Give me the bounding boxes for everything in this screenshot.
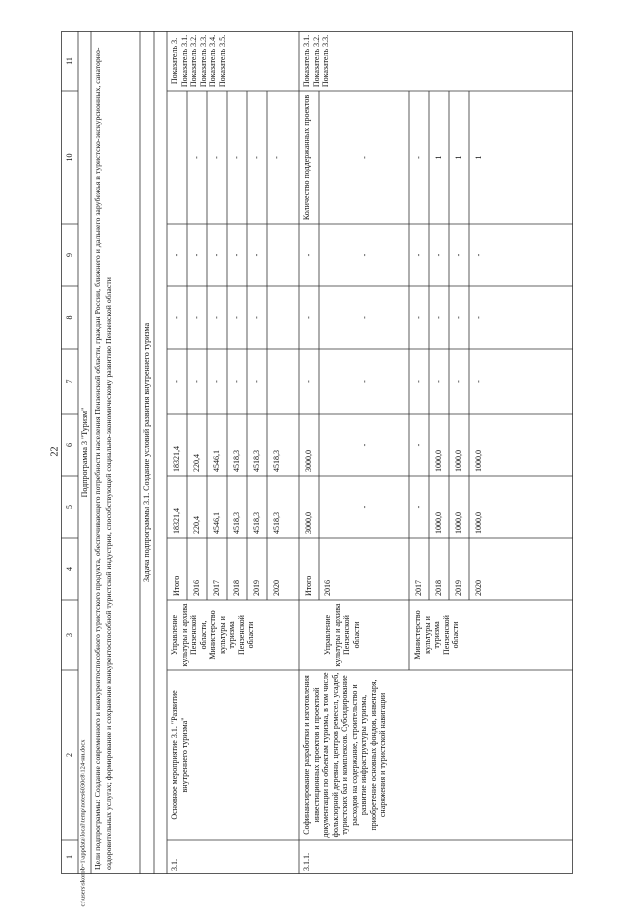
row-311-c7: - bbox=[360, 380, 369, 383]
row-31-indicators: Показатель 3. Показатель 3.1. Показатель 3.2. Показатель 3.3. Показатель 3.4. Показатель 3.5. bbox=[170, 34, 227, 88]
row-31-budget: 4518,3 bbox=[272, 450, 281, 472]
row-31-c10: - bbox=[232, 156, 241, 159]
row-311-total: 1000,0 bbox=[434, 512, 443, 534]
col-header-9: 9 bbox=[65, 253, 74, 257]
row-31-total: 4518,3 bbox=[232, 512, 241, 534]
col-header-11: 11 bbox=[65, 57, 74, 65]
row-311-c8: - bbox=[360, 316, 369, 319]
row-311-c9: - bbox=[360, 253, 369, 257]
col-header-7: 7 bbox=[65, 379, 74, 384]
col-header-10: 10 bbox=[65, 153, 74, 162]
row-311-c10: 1 bbox=[454, 155, 463, 160]
subprogram-title: Подпрограмма 3 "Туризм" bbox=[80, 407, 89, 498]
row-311-c8: - bbox=[304, 316, 313, 319]
col-header-6: 6 bbox=[65, 443, 74, 447]
row-31-executor: Управление культуры и архива Пензенской области, Министерство культуры и туризма Пензенской области bbox=[170, 603, 255, 667]
col-header-5: 5 bbox=[65, 505, 74, 509]
col-header-8: 8 bbox=[65, 315, 74, 320]
row-31-c9: - bbox=[252, 253, 261, 257]
row-31-year: 2019 bbox=[252, 580, 261, 596]
row-31-c7: - bbox=[192, 380, 201, 383]
row-31-year: 2016 bbox=[192, 580, 201, 596]
row-31-c9: - bbox=[192, 253, 201, 257]
col-header-1: 1 bbox=[65, 855, 74, 859]
row-311-c7: - bbox=[454, 380, 463, 383]
row-31-c10: - bbox=[272, 156, 281, 159]
row-31-c8: - bbox=[192, 316, 201, 319]
row-311-c10: 1 bbox=[434, 155, 443, 160]
row-31-year: 2017 bbox=[212, 580, 221, 596]
row-311-budget: 3000,0 bbox=[304, 450, 313, 472]
row-31-year: 2018 bbox=[232, 580, 241, 596]
row-31-budget: 18321,4 bbox=[172, 446, 181, 472]
row-311-year: 2017 bbox=[414, 580, 423, 596]
col-header-4: 4 bbox=[65, 567, 74, 571]
row-311-c7: - bbox=[414, 380, 423, 383]
row-311-total: - bbox=[414, 505, 423, 509]
row-31-c10: - bbox=[252, 156, 261, 159]
row-311-c10: 1 bbox=[474, 155, 483, 160]
rotated-table bbox=[61, 31, 573, 874]
row-311-c9: - bbox=[474, 253, 483, 257]
row-31-number: 3.1. bbox=[170, 859, 179, 871]
row-311-year: 2016 bbox=[323, 580, 332, 596]
page-number: 22 bbox=[49, 446, 61, 457]
subprogram-task: Задача подпрограммы 3.1. Создание условий развития внутреннего туризма bbox=[142, 322, 151, 583]
row-311-budget: 1000,0 bbox=[434, 450, 443, 472]
row-31-total: 4518,3 bbox=[272, 512, 281, 534]
row-31-c9: - bbox=[232, 253, 241, 257]
row-311-c8: - bbox=[434, 316, 443, 319]
row-311-c10: - bbox=[360, 156, 369, 159]
row-31-year: 2020 bbox=[272, 580, 281, 596]
row-311-c9: - bbox=[454, 253, 463, 257]
row-31-c10: - bbox=[212, 156, 221, 159]
row-311-c9: - bbox=[434, 253, 443, 257]
row-311-c8: - bbox=[454, 316, 463, 319]
row-31-budget: 4518,3 bbox=[252, 450, 261, 472]
row-311-c8: - bbox=[474, 316, 483, 319]
row-31-budget: 4518,3 bbox=[232, 450, 241, 472]
row-31-c7: - bbox=[252, 380, 261, 383]
row-311-c10: - bbox=[414, 156, 423, 159]
row-31-c7: - bbox=[232, 380, 241, 383]
subprogram-goal: Цели подпрограммы: Создание современного и конкурентоспособного туристского продукта, обеспечивающего потребности населения Пензенской области, граждан России, ближнего и дальнего зарубежья в туристско-экскурсионных, санаторно-оздоровительных услугах; формирование и сохранение конкурентоспособной туристской индустрии, способствующей социально-экономическому развитию Пензенской области bbox=[93, 47, 113, 870]
row-311-c10-label: Количество поддержанных проектов bbox=[302, 94, 311, 221]
row-31-name: Основное мероприятие 3.1. "Развитие внутреннего туризма" bbox=[170, 690, 189, 820]
col-header-2: 2 bbox=[65, 753, 74, 757]
row-311-name: Софинансирование разработки и изготовления инвестиционных проектов и проектной документации по объектам туризма, в том числе фольклорной деревни, центров ремесел, усадеб, туристских баз и комплексов. Субсидирование расходов на содержание, строительство и развитие инфраструктуры туризма, приобретение основных фондов, инвентаря, снаряжения и туристской навигации bbox=[302, 672, 387, 838]
row-311-total: - bbox=[360, 505, 369, 509]
row-311-executor-2: Министерство культуры и туризма Пензенской области bbox=[413, 610, 460, 660]
row-311-year: 2020 bbox=[474, 580, 483, 596]
row-311-budget: - bbox=[414, 443, 423, 447]
row-311-year: 2018 bbox=[434, 580, 443, 596]
row-31-c7: - bbox=[172, 380, 181, 383]
row-311-c7: - bbox=[434, 380, 443, 383]
footer-file-path: c:\users\skorob~1\appdata\local\temp\notes6030c8\124-ни.docx bbox=[79, 739, 87, 907]
row-31-c10: - bbox=[192, 156, 201, 159]
row-311-year: 2019 bbox=[454, 580, 463, 596]
row-311-total: 1000,0 bbox=[474, 512, 483, 534]
row-31-total: 220,4 bbox=[192, 516, 201, 534]
row-31-c8: - bbox=[212, 316, 221, 319]
row-31-total: 4546,1 bbox=[212, 512, 221, 534]
row-311-total: 1000,0 bbox=[454, 512, 463, 534]
row-311-c9: - bbox=[414, 253, 423, 257]
row-311-budget: 1000,0 bbox=[474, 450, 483, 472]
row-31-total: 4518,3 bbox=[252, 512, 261, 534]
row-311-c9: - bbox=[304, 253, 313, 257]
row-31-c9: - bbox=[212, 253, 221, 257]
row-311-executor-1: Управление культуры и архива Пензенской области bbox=[323, 603, 361, 667]
row-311-budget: - bbox=[360, 443, 369, 447]
row-31-c9: - bbox=[172, 253, 181, 257]
row-311-indicators: Показатель 3.1. Показатель 3.2. Показатель 3.3. bbox=[302, 34, 330, 88]
row-311-total: 3000,0 bbox=[304, 512, 313, 534]
col-header-3: 3 bbox=[65, 633, 74, 637]
row-31-c7: - bbox=[212, 380, 221, 383]
row-311-number: 3.1.1. bbox=[302, 853, 311, 871]
row-311-c8: - bbox=[414, 316, 423, 319]
row-31-total: 18321,4 bbox=[172, 508, 181, 534]
row-31-c8: - bbox=[172, 316, 181, 319]
row-31-c8: - bbox=[232, 316, 241, 319]
row-31-budget: 4546,1 bbox=[212, 450, 221, 472]
row-311-c7: - bbox=[474, 380, 483, 383]
row-311-year: Итого bbox=[304, 575, 313, 596]
row-31-year: Итого bbox=[172, 575, 181, 596]
row-311-c7: - bbox=[304, 380, 313, 383]
row-31-budget: 220,4 bbox=[192, 454, 201, 472]
row-311-budget: 1000,0 bbox=[454, 450, 463, 472]
row-31-c8: - bbox=[252, 316, 261, 319]
